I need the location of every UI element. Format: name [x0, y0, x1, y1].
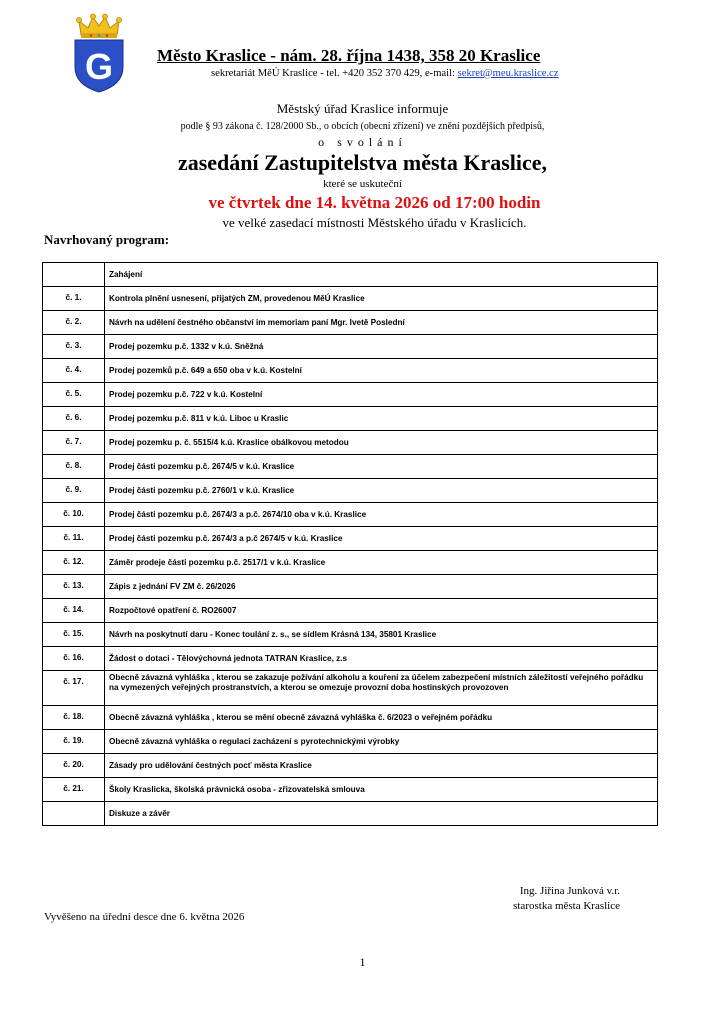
program-heading: Navrhovaný program:	[44, 232, 170, 247]
item-text: Zápis z jednání FV ZM č. 26/2026	[105, 575, 658, 599]
item-text: Prodej části pozemku p.č. 2674/3 a p.č. 2674/10 oba v k.ú. Kraslice	[105, 503, 658, 527]
item-text: Návrh na udělení čestného občanství im memoriam paní Mgr. Ivetě Poslední	[105, 311, 658, 335]
held-line: které se uskuteční	[323, 178, 402, 190]
item-number: č. 21.	[43, 778, 105, 802]
informs-line: Městský úřad Kraslice informuje	[276, 101, 449, 116]
item-text: Zásady pro udělování čestných pocť města Kraslice	[105, 754, 658, 778]
table-row	[43, 431, 658, 455]
item-number: č. 17.	[43, 671, 105, 706]
item-number: č. 3.	[43, 335, 105, 359]
program-table	[42, 262, 658, 826]
table-row	[43, 287, 658, 311]
item-text: Prodej pozemku p. č. 5515/4 k.ú. Kraslice obálkovou metodou	[105, 431, 658, 455]
item-number: č. 4.	[43, 359, 105, 383]
table-row	[43, 359, 658, 383]
item-text: Návrh na poskytnutí daru - Konec toulání z. s., se sídlem Krásná 134, 35801 Kraslice	[105, 623, 658, 647]
signatory-name: Ing. Jiřina Junková v.r.	[519, 885, 620, 897]
table-row	[43, 383, 658, 407]
table-row	[43, 311, 658, 335]
item-text: Žádost o dotaci - Tělovýchovná jednota TATRAN Kraslice, z.s	[105, 647, 658, 671]
item-number: č. 5.	[43, 383, 105, 407]
contact-line	[211, 68, 559, 79]
item-number: č. 18.	[43, 706, 105, 730]
table-row	[43, 671, 658, 706]
meeting-venue: ve velké zasedací místnosti Městského úřadu v Kraslicích.	[222, 215, 527, 230]
city-crest-icon	[73, 13, 125, 93]
item-number	[43, 802, 105, 826]
signature-block	[480, 884, 620, 914]
city-address-title: Město Kraslice - nám. 28. října 1438, 358 20 Kraslice	[157, 46, 541, 65]
convene-line: o svolání	[318, 135, 407, 149]
email-link[interactable]: sekret@meu.kraslice.cz	[457, 68, 559, 79]
item-text: Prodej pozemků p.č. 649 a 650 oba v k.ú. Kostelní	[105, 359, 658, 383]
item-number: č. 13.	[43, 575, 105, 599]
meeting-datetime: ve čtvrtek dne 14. května 2026 od 17:00 hodin	[208, 193, 541, 212]
item-number: č. 20.	[43, 754, 105, 778]
item-text: Prodej pozemku p.č. 722 v k.ú. Kostelní	[105, 383, 658, 407]
item-text: Prodej části pozemku p.č. 2760/1 v k.ú. Kraslice	[105, 479, 658, 503]
item-number: č. 8.	[43, 455, 105, 479]
table-row	[43, 527, 658, 551]
table-row	[43, 479, 658, 503]
item-text: Záměr prodeje části pozemku p.č. 2517/1 v k.ú. Kraslice	[105, 551, 658, 575]
meeting-title: zasedání Zastupitelstva města Kraslice,	[177, 150, 548, 175]
table-row	[43, 802, 658, 826]
table-row	[43, 754, 658, 778]
table-row	[43, 730, 658, 754]
table-row	[43, 575, 658, 599]
item-text: Prodej pozemku p.č. 1332 v k.ú. Sněžná	[105, 335, 658, 359]
item-text: Obecně závazná vyhláška o regulaci zacházení s pyrotechnickými výrobky	[105, 730, 658, 754]
table-row	[43, 551, 658, 575]
table-row	[43, 599, 658, 623]
item-number: č. 9.	[43, 479, 105, 503]
law-reference: podle § 93 zákona č. 128/2000 Sb., o obcích (obecní zřízení) ve znění pozdějších předpisů,	[180, 121, 545, 132]
item-number: č. 11.	[43, 527, 105, 551]
item-number: č. 15.	[43, 623, 105, 647]
table-row	[43, 706, 658, 730]
posted-date: Vyvěšeno na úřední desce dne 6. května 2026	[44, 911, 245, 923]
item-number: č. 14.	[43, 599, 105, 623]
item-text: Kontrola plnění usnesení, přijatých ZM, provedenou MěÚ Kraslice	[105, 287, 658, 311]
table-row	[43, 623, 658, 647]
crown-icon	[77, 14, 122, 38]
table-row	[43, 778, 658, 802]
item-text: Prodej části pozemku p.č. 2674/3 a p.č 2674/5 v k.ú. Kraslice	[105, 527, 658, 551]
signatory-role: starostka města Kraslice	[513, 900, 620, 912]
table-row	[43, 335, 658, 359]
item-number: č. 19.	[43, 730, 105, 754]
item-text: Obecně závazná vyhláška , kterou se mění obecně závazná vyhláška č. 6/2023 o veřejném pořádku	[105, 706, 658, 730]
table-row	[43, 455, 658, 479]
item-number: č. 12.	[43, 551, 105, 575]
item-number: č. 6.	[43, 407, 105, 431]
page-number: 1	[359, 955, 366, 969]
table-row	[43, 647, 658, 671]
item-text: Obecně závazná vyhláška , kterou se zakazuje požívání alkoholu a kouření za účelem zabezpečení místních záležitostí veřejného pořádku na vymezených veřejných prostranstvích, a kterou se omezuje provozní doba hostinských provozoven	[105, 671, 658, 706]
item-text: Rozpočtové opatření č. RO26007	[105, 599, 658, 623]
item-text: Diskuze a závěr	[105, 802, 658, 826]
table-row	[43, 503, 658, 527]
item-number: č. 1.	[43, 287, 105, 311]
table-row	[43, 407, 658, 431]
item-number	[43, 263, 105, 287]
item-number: č. 2.	[43, 311, 105, 335]
item-number: č. 10.	[43, 503, 105, 527]
item-text: Prodej části pozemku p.č. 2674/5 v k.ú. Kraslice	[105, 455, 658, 479]
svg-text:G: G	[84, 46, 114, 87]
item-number: č. 16.	[43, 647, 105, 671]
item-number: č. 7.	[43, 431, 105, 455]
contact-text: sekretariát MěÚ Kraslice - tel. +420 352 370 429, e-mail:	[211, 68, 458, 79]
table-row	[43, 263, 658, 287]
item-text: Prodej pozemku p.č. 811 v k.ú. Liboc u Kraslic	[105, 407, 658, 431]
item-text: Zahájení	[105, 263, 658, 287]
item-text: Školy Kraslicka, školská právnická osoba - zřizovatelská smlouva	[105, 778, 658, 802]
